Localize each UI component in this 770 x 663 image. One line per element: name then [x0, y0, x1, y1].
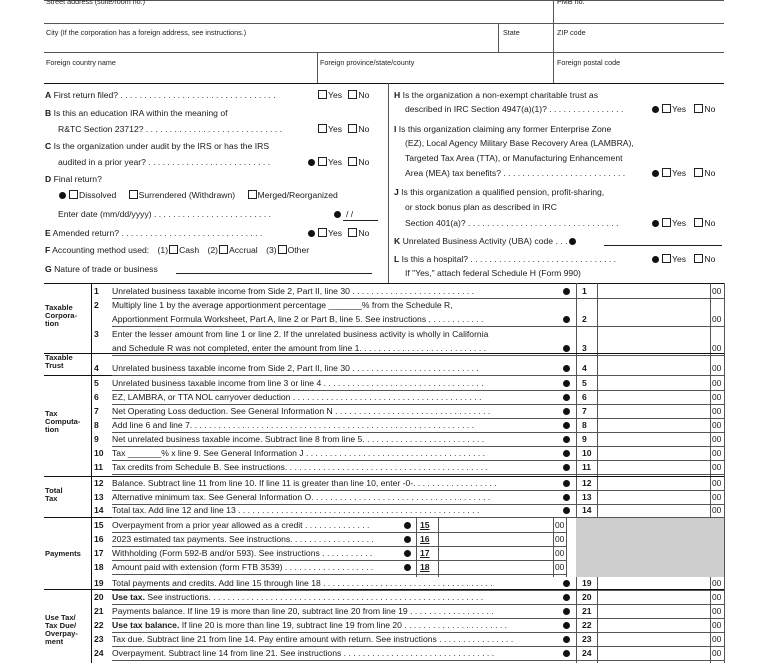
line-amount-input[interactable]: [598, 634, 709, 646]
row-divider: [112, 298, 724, 299]
line-number: 12: [94, 478, 104, 488]
row-divider: [112, 546, 566, 547]
accrual-checkbox[interactable]: [219, 245, 228, 254]
required-bullet-icon: [563, 507, 570, 514]
country-label: Foreign country name: [46, 58, 116, 67]
line-box-number: 1: [582, 286, 587, 296]
line-box-number: 20: [582, 592, 592, 602]
line-number: 6: [94, 392, 99, 402]
section-use-tax: Use Tax/ Tax Due/ Overpay- ment: [45, 613, 78, 646]
question-i-line2: (EZ), Local Agency Military Base Recovery Area (LAMBRA),: [405, 138, 634, 148]
line-amount-input[interactable]: [598, 606, 709, 618]
line-number: 23: [94, 634, 104, 644]
line-cents: 00: [555, 562, 565, 572]
line-number: 8: [94, 420, 99, 430]
line-text: See instructions. . . . . . . . . . . . . . . . . . . . . . . . . . . . . . . . . . . . . . . . . . . . . . . . . . . . . . . . . .: [147, 592, 484, 602]
question-d-options: Dissolved Surrendered (Withdrawn) Merged/Reorganized: [57, 190, 338, 200]
line-text: Unrelated business taxable income from Side 2, Part II, line 30 . . . . . . . . . . . . . . . . . . . . . . . . . . .: [112, 363, 479, 373]
line-box-number: 12: [582, 478, 592, 488]
line-description-cont: Apportionment Formula Worksheet, Part A, line 2 or Part B, line 5. See instructions . . . . . . . . . . . .: [112, 314, 484, 324]
line-text: Add line 6 and line 7. . . . . . . . . . . . . . . . . . . . . . . . . . . . . . . . . . . . . . . . . . . . . . . . . . . . . . . . . . . .: [112, 420, 475, 430]
shaded-area: [576, 518, 724, 577]
line-text: Net unrelated business taxable income. Subtract line 8 from line 5. . . . . . . . . . . . . . . . . . . . . . . . . .: [112, 434, 485, 444]
row-divider: [112, 590, 724, 591]
row-divider: [112, 632, 724, 633]
line-text: Total tax. Add line 12 and line 13 . . . . . . . . . . . . . . . . . . . . . . . . . . . . . . . . . . . . . . . . . . . . . . . . . . .: [112, 505, 480, 515]
line-description: [112, 329, 559, 339]
row-divider: [112, 618, 724, 619]
line-text: Tax credits from Schedule B. See instructions. . . . . . . . . . . . . . . . . . . . . . . . . . . . . . . . . . . . . . . . . . .: [112, 462, 488, 472]
e-no-checkbox[interactable]: [348, 228, 357, 237]
line-amount-input[interactable]: [598, 578, 709, 590]
line-box-number: 21: [582, 606, 592, 616]
required-bullet-icon: [569, 238, 576, 245]
line-description: [112, 300, 559, 310]
required-bullet-icon: [652, 170, 659, 177]
required-bullet-icon: [563, 345, 570, 352]
line-description: [112, 448, 559, 458]
required-bullet-icon: [59, 192, 66, 199]
uba-code-field[interactable]: [604, 245, 722, 246]
dissolved-checkbox[interactable]: [69, 190, 78, 199]
line-cents: 00: [712, 286, 722, 296]
question-i-line4: Area (MEA) tax benefits? . . . . . . . . . . . . . . . . . . . . . . . . . .: [405, 168, 626, 178]
section-total-tax: Total Tax: [45, 486, 63, 503]
pmb-label: PMB no.: [557, 0, 585, 6]
line-box-number: 13: [582, 492, 592, 502]
line-cents: 00: [712, 434, 722, 444]
line-cents: 00: [712, 406, 722, 416]
question-h-answers: Yes No: [650, 104, 715, 114]
line-cents: 00: [712, 378, 722, 388]
line-box-number: 23: [582, 634, 592, 644]
line-cents: 00: [712, 314, 722, 324]
question-g: G Nature of trade or business: [45, 264, 158, 274]
line-box-number: 22: [582, 620, 592, 630]
city-label: City (If the corporation has a foreign address, see instructions.): [46, 28, 247, 37]
b-no-checkbox[interactable]: [348, 124, 357, 133]
line-description: [112, 520, 399, 530]
line-amount-input[interactable]: [598, 314, 709, 326]
required-bullet-icon: [563, 422, 570, 429]
line-description: [112, 286, 559, 296]
question-c-answers: Yes No: [306, 157, 369, 167]
line-description-cont: and Schedule R was not completed, enter the amount from line 1. . . . . . . . . . . . . . . . . . . . . . . . . . .: [112, 343, 486, 353]
line-amount-input[interactable]: [598, 286, 709, 298]
question-j-answers: Yes No: [650, 218, 715, 228]
section-payments: Payments: [45, 549, 81, 558]
line-amount-input[interactable]: [598, 363, 709, 375]
merged-checkbox[interactable]: [248, 190, 257, 199]
row-divider: [112, 660, 724, 661]
required-bullet-icon: [308, 159, 315, 166]
required-bullet-icon: [563, 650, 570, 657]
required-bullet-icon: [563, 594, 570, 601]
line-amount-input[interactable]: [598, 492, 709, 504]
question-l-line2: If "Yes," attach federal Schedule H (Form 990): [405, 268, 581, 278]
line-number: 4: [94, 363, 99, 373]
question-c: C Is the organization under audit by the IRS or has the IRS: [45, 141, 270, 151]
line-amount-input[interactable]: [598, 648, 709, 660]
surrendered-checkbox[interactable]: [129, 190, 138, 199]
line-amount-input[interactable]: [598, 378, 709, 390]
b-yes-checkbox[interactable]: [318, 124, 327, 133]
a-yes-checkbox[interactable]: [318, 90, 327, 99]
line-cents: 00: [712, 343, 722, 353]
row-divider: [112, 517, 724, 518]
line-box-number: 10: [582, 448, 592, 458]
line-text: Unrelated business taxable income from line 3 or line 4 . . . . . . . . . . . . . . . . . . . . . . . . . . . . . . . . . .: [112, 378, 484, 388]
a-no-checkbox[interactable]: [348, 90, 357, 99]
i-yes-checkbox[interactable]: [662, 168, 671, 177]
line-text: Overpayment from a prior year allowed as a credit . . . . . . . . . . . . . .: [112, 520, 370, 530]
required-bullet-icon: [652, 220, 659, 227]
required-bullet-icon: [404, 536, 411, 543]
line-number: 20: [94, 592, 104, 602]
line-box-number: 4: [582, 363, 587, 373]
line-cents: 00: [712, 420, 722, 430]
section-taxable-corporation: Taxable Corpora- tion: [45, 303, 78, 328]
line-cents: 00: [712, 462, 722, 472]
line-text: Alternative minimum tax. See General Information O. . . . . . . . . . . . . . . . . . . . . . . . . . . . . . . . . . . . . .: [112, 492, 491, 502]
required-bullet-icon: [563, 408, 570, 415]
required-bullet-icon: [404, 550, 411, 557]
line-amount-input[interactable]: [598, 392, 709, 404]
e-yes-checkbox[interactable]: [318, 228, 327, 237]
line-box-number: 3: [582, 343, 587, 353]
question-a: A First return filed? . . . . . . . . . . . . . . . . . . . . . . . . . . . . . . . . .: [45, 90, 276, 100]
required-bullet-icon: [563, 636, 570, 643]
h-yes-checkbox[interactable]: [662, 104, 671, 113]
line-cents: 00: [555, 548, 565, 558]
required-bullet-icon: [563, 365, 570, 372]
question-l-answers: Yes No: [650, 254, 715, 264]
row-divider: [112, 560, 566, 561]
required-bullet-icon: [563, 464, 570, 471]
line-text: Enter the lesser amount from line 1 or line 2. If the unrelated business activity is wholly in California: [112, 329, 489, 339]
required-bullet-icon: [563, 608, 570, 615]
line-number: 19: [94, 578, 104, 588]
line-amount-input[interactable]: [439, 534, 552, 546]
line-description: [112, 505, 559, 515]
line-amount-input[interactable]: [598, 406, 709, 418]
line-text: Overpayment. Subtract line 14 from line 21. See instructions . . . . . . . . . . . . . . . . . . . . . . . . . . . . . . . .: [112, 648, 495, 658]
line-number: 11: [94, 462, 104, 472]
line-box-number: 16: [420, 534, 430, 544]
line-box-number: 6: [582, 392, 587, 402]
required-bullet-icon: [652, 106, 659, 113]
required-bullet-icon: [563, 480, 570, 487]
line-amount-input[interactable]: [598, 620, 709, 632]
question-e-answers: Yes No: [306, 228, 369, 238]
required-bullet-icon: [563, 450, 570, 457]
question-j-line3: Section 401(a)? . . . . . . . . . . . . . . . . . . . . . . . . . . . . . . . .: [405, 218, 619, 228]
line-bold-label: Use tax.: [112, 592, 148, 602]
line-number: 16: [94, 534, 104, 544]
required-bullet-icon: [652, 256, 659, 263]
required-bullet-icon: [563, 288, 570, 295]
row-divider: [112, 474, 724, 475]
row-divider: [112, 574, 566, 575]
line-box-number: 8: [582, 420, 587, 430]
question-i-line3: Targeted Tax Area (TTA), or Manufacturing Enhancement: [405, 153, 623, 163]
row-divider: [112, 355, 724, 356]
l-no-checkbox[interactable]: [694, 254, 703, 263]
section-taxable-trust: Taxable Trust: [45, 353, 73, 370]
question-f: F Accounting method used: (1) Cash (2) Accrual (3) Other: [45, 245, 310, 255]
line-amount-input[interactable]: [598, 592, 709, 604]
street-label: Street address (suite/room no.): [46, 0, 146, 6]
question-i: I Is this organization claiming any former Enterprise Zone: [394, 124, 612, 134]
line-amount-input[interactable]: [598, 478, 709, 490]
question-c-line2: audited in a prior year? . . . . . . . . . . . . . . . . . . . . . . . . . .: [58, 157, 271, 167]
line-description: [112, 578, 559, 588]
line-box-number: 5: [582, 378, 587, 388]
line-amount-input[interactable]: [598, 462, 709, 474]
line-box-number: 19: [582, 578, 592, 588]
question-d-date: Enter date (mm/dd/yyyy) . . . . . . . . . . . . . . . . . . . . . . . . .: [58, 209, 271, 219]
line-text: Amount paid with extension (form FTB 3539) . . . . . . . . . . . . . . . . . . .: [112, 562, 374, 572]
line-amount-input[interactable]: [598, 448, 709, 460]
line-box-number: 17: [420, 548, 430, 558]
line-amount-input[interactable]: [598, 434, 709, 446]
required-bullet-icon: [308, 230, 315, 237]
row-divider: [112, 446, 724, 447]
line-cents: 00: [555, 534, 565, 544]
required-bullet-icon: [563, 394, 570, 401]
line-box-number: 11: [582, 462, 592, 472]
other-checkbox[interactable]: [278, 245, 287, 254]
province-label: Foreign province/state/county: [320, 58, 415, 67]
line-number: 14: [94, 505, 104, 515]
c-yes-checkbox[interactable]: [318, 157, 327, 166]
row-divider: [112, 375, 724, 376]
question-l: L Is this a hospital? . . . . . . . . . . . . . . . . . . . . . . . . . . . . . . .: [394, 254, 617, 264]
cash-checkbox[interactable]: [169, 245, 178, 254]
line-text: Tax due. Subtract line 21 from line 14. Pay entire amount with return. See instructions . . . . . . . . . . . . . . . .: [112, 634, 514, 644]
line-cents: 00: [712, 448, 722, 458]
question-b: B Is this an education IRA within the meaning of: [45, 108, 228, 118]
line-amount-input[interactable]: [598, 420, 709, 432]
line-box-number: 15: [420, 520, 430, 530]
line-description: [112, 420, 559, 430]
line-description: [112, 620, 559, 630]
line-cents: 00: [712, 492, 722, 502]
line-amount-input[interactable]: [439, 562, 552, 574]
line-amount-input[interactable]: [598, 343, 709, 355]
line-text: Total payments and credits. Add line 15 through line 18 . . . . . . . . . . . . . . . . . . . . . . . . . . . . . . . . . . . .: [112, 578, 493, 588]
line-number: 17: [94, 548, 104, 558]
zip-label: ZIP code: [557, 28, 586, 37]
line-number: 18: [94, 562, 104, 572]
line-cents: 00: [712, 505, 722, 515]
line-description: [112, 406, 559, 416]
line-number: 10: [94, 448, 104, 458]
row-divider: [112, 604, 724, 605]
line-text: 2023 estimated tax payments. See instructions. . . . . . . . . . . . . . . . . .: [112, 534, 374, 544]
line-description: [112, 462, 559, 472]
line-number: 1: [94, 286, 99, 296]
line-text: Unrelated business taxable income from Side 2, Part II, line 30 . . . . . . . . . . . . . . . . . . . . . . . . . .: [112, 286, 475, 296]
line-cents: 00: [712, 478, 722, 488]
line-box-number: 2: [582, 314, 587, 324]
question-b-answers: Yes No: [317, 124, 369, 134]
question-e: E Amended return? . . . . . . . . . . . . . . . . . . . . . . . . . . . . . .: [45, 228, 263, 238]
line-description: [112, 548, 399, 558]
line-number: 3: [94, 329, 99, 339]
line-box-number: 14: [582, 505, 592, 515]
row-divider: [112, 490, 724, 491]
line-description: [112, 478, 559, 488]
line-text: Payments balance. If line 19 is more than line 20, subtract line 20 from line 19 . . . . . . . . . . . . . . . . . .: [112, 606, 494, 616]
required-bullet-icon: [563, 580, 570, 587]
i-no-checkbox[interactable]: [694, 168, 703, 177]
line-description: [112, 492, 559, 502]
line-cents: 00: [555, 520, 565, 530]
line-number: 21: [94, 606, 104, 616]
line-number: 2: [94, 300, 99, 310]
line-description: [112, 434, 559, 444]
j-yes-checkbox[interactable]: [662, 218, 671, 227]
line-box-number: 24: [582, 648, 592, 658]
line-number: 7: [94, 406, 99, 416]
line-description: [112, 363, 559, 373]
line-cents: 00: [712, 620, 722, 630]
line-description: [112, 606, 559, 616]
line-text: If line 20 is more than line 19, subtract line 19 from line 20 . . . . . . . . . . . . . . . . . . . . . .: [181, 620, 508, 630]
question-j: J Is this organization a qualified pension, profit-sharing,: [394, 187, 605, 197]
row-divider: [112, 646, 724, 647]
postal-label: Foreign postal code: [557, 58, 621, 67]
line-description: [112, 634, 559, 644]
required-bullet-icon: [563, 622, 570, 629]
final-date-field[interactable]: / /: [346, 209, 354, 219]
required-bullet-icon: [334, 211, 341, 218]
question-i-answers: Yes No: [650, 168, 715, 178]
line-cents: 00: [712, 392, 722, 402]
line-description: [112, 592, 559, 602]
line-cents: 00: [712, 592, 722, 602]
line-cents: 00: [712, 363, 722, 373]
line-box-number: 7: [582, 406, 587, 416]
row-divider: [112, 404, 724, 405]
line-text: Multiply line 1 by the average apportionment percentage _______% from the Schedule R,: [112, 300, 453, 310]
required-bullet-icon: [404, 522, 411, 529]
line-number: 9: [94, 434, 99, 444]
line-text: Tax _______% x line 9. See General Information J . . . . . . . . . . . . . . . . . . . . . . . . . . . . . . . . . . . . . .: [112, 448, 486, 458]
l-yes-checkbox[interactable]: [662, 254, 671, 263]
line-bold-label: Use tax balance.: [112, 620, 182, 630]
c-no-checkbox[interactable]: [348, 157, 357, 166]
required-bullet-icon: [563, 494, 570, 501]
h-no-checkbox[interactable]: [694, 104, 703, 113]
line-description: [112, 648, 559, 658]
line-cents: 00: [712, 606, 722, 616]
line-description: [112, 392, 559, 402]
line-amount-input[interactable]: [439, 520, 552, 532]
line-text: Net Operating Loss deduction. See General Information N . . . . . . . . . . . . . . . . . . . . . . . . . . . . . . . . .: [112, 406, 491, 416]
state-label: State: [503, 28, 520, 37]
line-description: [112, 534, 399, 544]
line-box-number: 9: [582, 434, 587, 444]
line-cents: 00: [712, 648, 722, 658]
business-nature-field[interactable]: [176, 273, 372, 274]
question-h-line2: described in IRC Section 4947(a)(1)? . . . . . . . . . . . . . . . .: [405, 104, 624, 114]
row-divider: [112, 460, 724, 461]
question-d: D Final return?: [45, 174, 102, 184]
line-number: 15: [94, 520, 104, 530]
question-a-answers: Yes No: [317, 90, 369, 100]
line-cents: 00: [712, 578, 722, 588]
row-divider: [112, 418, 724, 419]
question-h: H Is the organization a non-exempt charitable trust as: [394, 90, 598, 100]
line-amount-input[interactable]: [598, 505, 709, 517]
line-description: [112, 378, 559, 388]
required-bullet-icon: [563, 436, 570, 443]
required-bullet-icon: [563, 316, 570, 323]
row-divider: [112, 432, 724, 433]
line-number: 24: [94, 648, 104, 658]
question-k: K Unrelated Business Activity (UBA) code . . .: [394, 236, 578, 246]
line-box-number: 18: [420, 562, 430, 572]
line-number: 5: [94, 378, 99, 388]
required-bullet-icon: [563, 380, 570, 387]
question-j-line2: or stock bonus plan as described in IRC: [405, 202, 557, 212]
line-text: EZ, LAMBRA, or TTA NOL carryover deduction . . . . . . . . . . . . . . . . . . . . . . . . . . . . . . . . . . . . . . . .: [112, 392, 482, 402]
line-description: [112, 562, 399, 572]
line-text: Withholding (Form 592-B and/or 593). See instructions . . . . . . . . . . .: [112, 548, 373, 558]
required-bullet-icon: [404, 564, 411, 571]
row-divider: [112, 532, 566, 533]
section-tax-computation: Tax Computa- tion: [45, 409, 81, 434]
line-cents: 00: [712, 634, 722, 644]
question-b-line2: R&TC Section 23712? . . . . . . . . . . . . . . . . . . . . . . . . . . . . .: [58, 124, 282, 134]
line-amount-input[interactable]: [439, 548, 552, 560]
line-number: 13: [94, 492, 104, 502]
row-divider: [112, 326, 724, 327]
j-no-checkbox[interactable]: [694, 218, 703, 227]
row-divider: [112, 390, 724, 391]
line-text: Balance. Subtract line 11 from line 10. If line 11 is greater than line 10, enter -0-. . . . . . . . . . . . . . . . . .: [112, 478, 497, 488]
line-number: 22: [94, 620, 104, 630]
